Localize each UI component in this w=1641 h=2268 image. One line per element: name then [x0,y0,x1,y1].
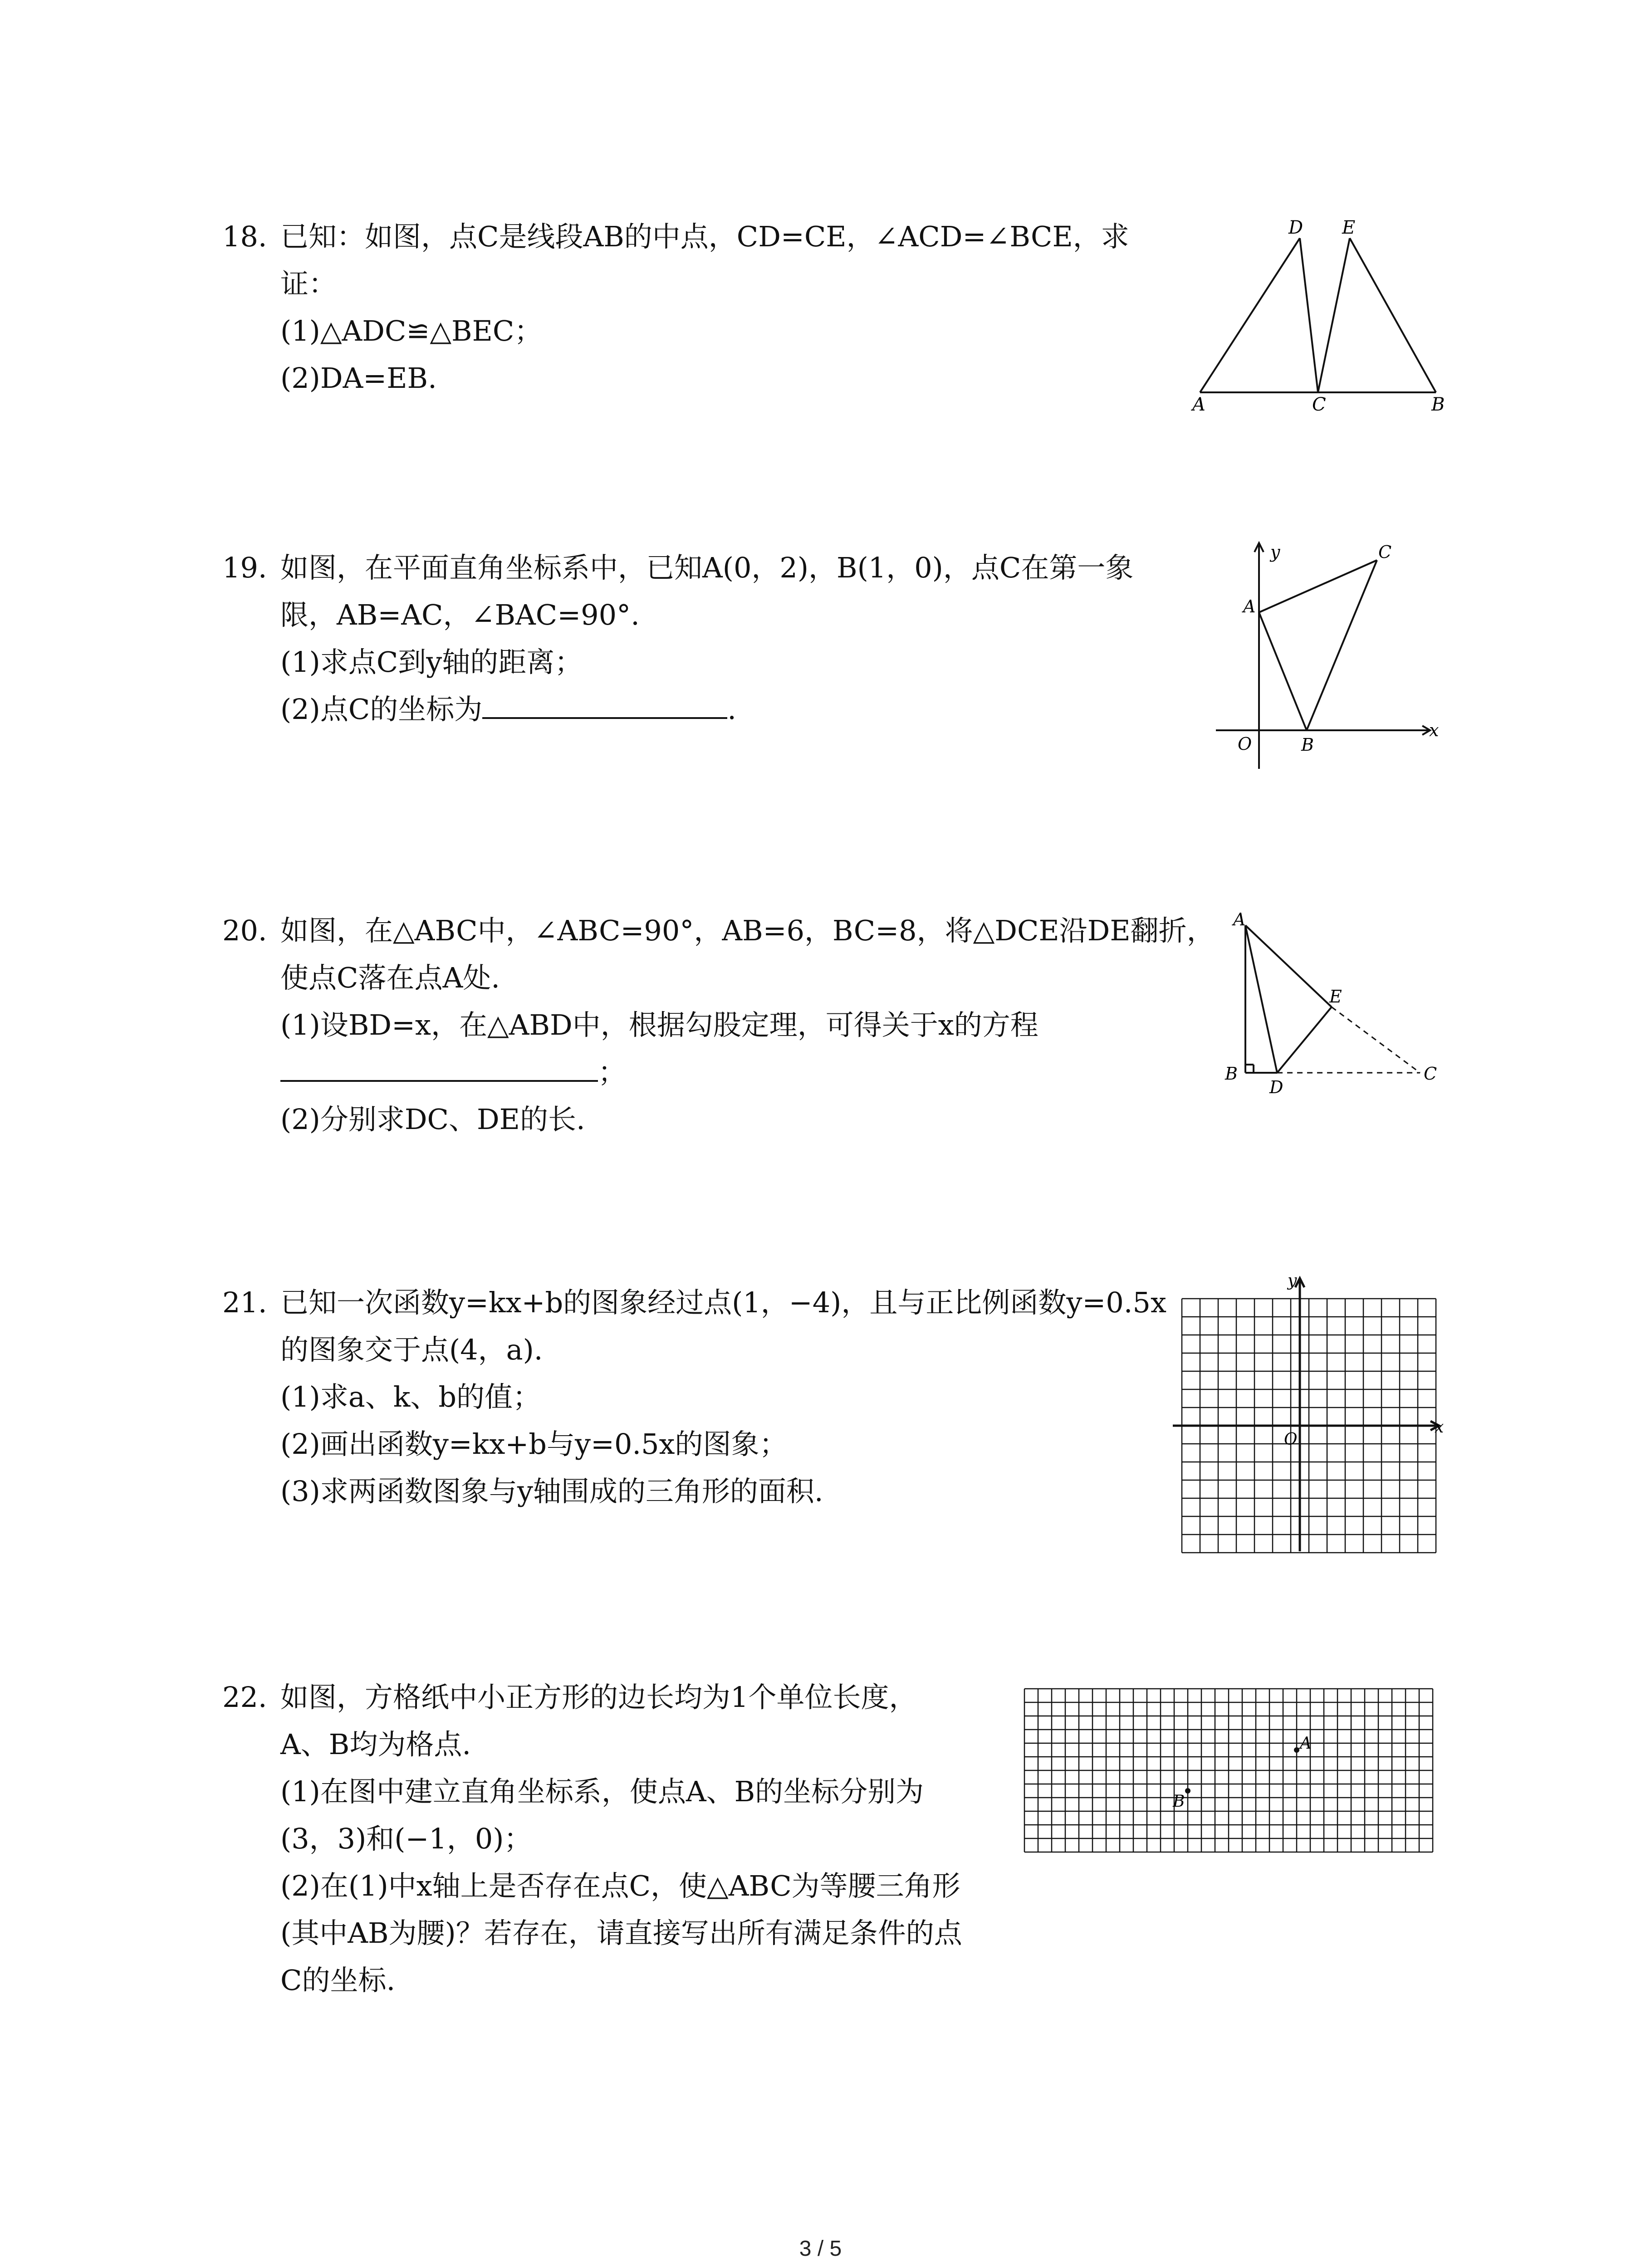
problem-line: (1)在图中建立直角坐标系，使点A、B的坐标分别为 [280,1775,924,1808]
problem-line: 21. 已知一次函数y=kx+b的图象经过点(1，−4)，且与正比例函数y=0.5x [222,1279,1166,1326]
label-origin: O [1284,1430,1298,1449]
answer-blank [482,689,727,719]
label-c: C [1378,542,1392,562]
label-d: D [1269,1077,1283,1097]
problem-line: (2)画出函数y=kx+b与y=0.5x的图象； [280,1427,788,1461]
label-b: B [1225,1064,1238,1084]
problem-22 [222,1674,962,2004]
label-y-axis: y [1288,1271,1297,1290]
problem-line: (2)分别求DC、DE的长. [280,1103,585,1136]
problem-number: 22. [222,1681,267,1714]
problem-line: 限，AB=AC，∠BAC=90°. [280,598,640,631]
figure-19-coordinate [1216,538,1452,782]
problem-line: 18. 已知：如图，点C是线段AB的中点，CD=CE，∠ACD=∠BCE，求 [222,213,1129,260]
problem-line: (1)△ADC≌△BEC； [280,314,543,347]
problem-number: 18. [222,220,267,253]
label-origin: O [1238,734,1252,754]
problem-line: (2)DA=EB. [280,362,437,395]
problem-line: (2)在(1)中x轴上是否存在点C，使△ABC为等腰三角形 [280,1869,960,1902]
problem-line: 证： [280,267,337,300]
label-b: B [1173,1792,1185,1811]
problem-line: 22. 如图，方格纸中小正方形的边长均为1个单位长度， [222,1674,962,1721]
label-b: B [1301,735,1314,755]
label-c: C [1424,1064,1437,1084]
problem-line: (1)设BD=x，在△ABD中，根据勾股定理，可得关于x的方程 [280,1008,1038,1041]
figure-22-grid [1019,1685,1440,1857]
problem-19 [222,544,1133,733]
point-a [1294,1747,1299,1753]
label-e: E [1342,217,1356,238]
problem-21 [222,1279,1166,1515]
problem-number: 20. [222,914,267,947]
problem-line: 的图象交于点(4，a). [280,1333,543,1366]
label-e: E [1329,987,1342,1007]
problem-line: (1)求点C到y轴的距离； [280,645,583,679]
answer-blank [280,1052,598,1082]
problem-line: (2)点C的坐标为 . [222,686,1133,733]
label-x-axis: x [1429,720,1439,740]
problem-line: A、B均为格点. [280,1728,471,1761]
problem-line: 20. 如图，在△ABC中，∠ABC=90°，AB=6，BC=8，将△DCE沿DE翻折， [222,907,1215,954]
page-number: 3 / 5 [799,2237,842,2261]
problem-line: (3)求两函数图象与y轴围成的三角形的面积. [280,1475,823,1508]
label-a: A [1243,596,1256,616]
label-y-axis: y [1270,542,1280,562]
problem-line: 使点C落在点A处. [280,961,500,994]
problem-line: C的坐标. [280,1964,396,1997]
label-c: C [1312,394,1326,415]
figure-20-triangle [1220,905,1456,1105]
label-x-axis: x [1435,1418,1444,1437]
problem-line: (1)求a、k、b的值； [280,1380,541,1413]
problem-number: 19. [222,551,267,584]
label-d: D [1288,217,1303,238]
problem-20 [222,907,1215,1143]
problem-line: (3，3)和(−1，0)； [280,1822,532,1855]
label-a: A [1233,909,1246,929]
figure-18-triangles [1189,209,1452,417]
problem-line: ； [222,1049,1215,1096]
label-a: A [1300,1734,1312,1753]
label-b: B [1431,394,1445,415]
problem-line: (其中AB为腰)？若存在，请直接写出所有满足条件的点 [280,1916,962,1950]
problem-18 [222,213,1129,402]
problem-number: 21. [222,1286,267,1319]
point-b [1185,1788,1190,1794]
problem-line: 19. 如图，在平面直角坐标系中，已知A(0，2)，B(1，0)，点C在第一象 [222,544,1133,591]
figure-21-grid [1171,1270,1452,1560]
label-a: A [1192,394,1205,415]
